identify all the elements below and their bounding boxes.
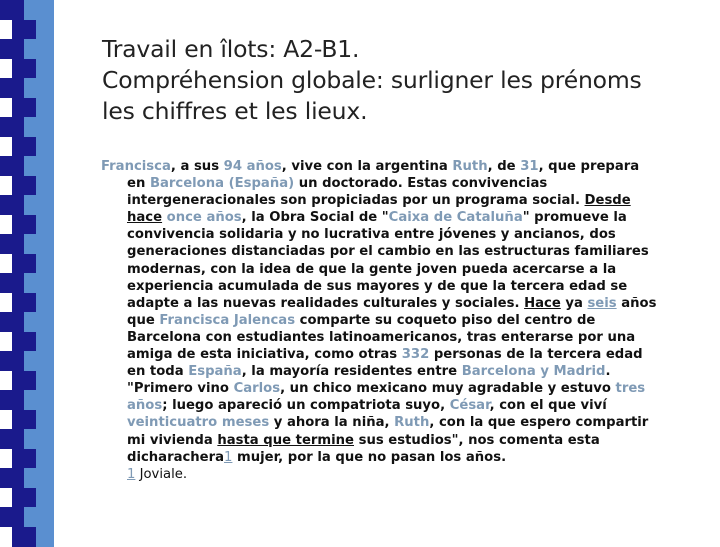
stripe-block [36,410,54,430]
stripe-block [0,468,24,488]
highlighted-word: Carlos [233,381,281,397]
highlighted-word: veinticuatro meses [127,415,270,431]
stripe-block [36,488,54,508]
text-segment: convivencia solidaria y no lucrativa entre jóvenes y ancianos, dos [127,227,616,243]
highlighted-word: España [188,364,242,380]
underlined-word: Desde [584,193,631,209]
text-line [101,226,701,243]
stripe-block [12,98,36,118]
text-segment: . [605,364,611,380]
text-segment: , con la que espero compartir [429,415,649,431]
text-segment: ya [560,295,588,311]
highlighted-word: 31 [520,159,539,174]
text-segment: , la Obra Social de " [241,210,389,226]
stripe-block [12,59,36,79]
title-line-2: Compréhension globale: surligner les prénoms [102,66,642,94]
text-segment: , la mayoría residentes entre [241,364,462,380]
stripe-block [0,429,24,449]
stripe-block [12,488,36,508]
title-line-1: Travail en îlots: A2-B1. [102,35,360,63]
text-segment: ; luego apareció un compatriota suyo, [162,398,450,414]
stripe-block [24,429,54,449]
stripe-block [24,195,54,215]
highlighted-word: años [127,398,163,414]
text-line [101,278,701,295]
text-line [101,346,701,363]
text-segment: sus estudios", nos comenta esta [354,432,600,448]
slide-title [102,34,702,127]
stripe-block [12,254,36,274]
highlighted-word: Ruth [452,159,488,174]
text-segment: un doctorado. Estas convivencias [294,176,548,192]
stripe-block [0,390,24,410]
stripe-block [12,410,36,430]
text-segment: "Primero vino [127,381,234,397]
stripe-block [12,527,36,547]
text-line [101,414,701,431]
highlighted-word: Barcelona y Madrid [461,364,606,380]
text-segment: y ahora la niña, [269,415,395,431]
title-line-3: les chiffres et les lieux. [102,97,368,125]
text-segment: , con el que viví [489,398,607,414]
stripe-block [0,78,24,98]
text-line [101,363,701,380]
decorative-stripe [0,0,60,540]
stripe-block [0,156,24,176]
highlighted-word: Caixa de Cataluña [388,210,523,226]
text-line [101,449,701,466]
text-segment: intergeneracionales son propiciadas por un programa social. [127,193,585,209]
stripe-block [36,20,54,40]
stripe-block [12,215,36,235]
stripe-block [36,371,54,391]
text-segment: mujer, por la que no pasan los años. [232,449,507,465]
text-line [101,158,701,175]
highlighted-word: 332 [401,347,430,363]
text-line [101,312,701,329]
stripe-block [24,39,54,59]
stripe-block [12,293,36,313]
footnote-text: Joviale. [135,466,188,482]
stripe-block [0,117,24,137]
text-segment: amiga de esta iniciativa, como otras [127,347,402,363]
text-line [101,432,701,449]
text-line [101,243,701,260]
highlighted-word: César [449,398,490,414]
text-segment: en toda [127,364,189,380]
text-line [101,261,701,278]
text-segment: en [127,176,150,192]
highlighted-word: 1 [224,449,233,465]
text-segment: , un chico mexicano muy agradable y estuvo [280,381,616,397]
text-line [101,329,701,346]
stripe-block [0,507,24,527]
stripe-block [36,293,54,313]
text-segment: personas de la tercera edad [429,347,643,363]
text-line [101,209,701,226]
highlighted-word: Barcelona (España) [149,176,295,192]
stripe-block [0,0,24,20]
footnote-marker: 1 [127,466,136,482]
stripe-block [36,332,54,352]
stripe-block [36,137,54,157]
stripe-block [0,195,24,215]
stripe-block [12,449,36,469]
stripe-block [36,59,54,79]
text-segment: que [127,312,160,328]
stripe-block [24,273,54,293]
text-segment: experiencia acumulada de sus mayores y de que la tercera edad se [127,278,628,294]
stripe-block [12,332,36,352]
underlined-word: Hace [524,295,561,311]
stripe-block [36,254,54,274]
text-segment: dicharachera [127,449,225,465]
stripe-block [24,117,54,137]
text-segment: , a sus [170,159,224,174]
stripe-block [24,0,54,20]
stripe-block [36,527,54,547]
stripe-block [0,312,24,332]
reading-text [101,158,701,483]
stripe-block [36,176,54,196]
stripe-block [36,215,54,235]
text-segment: adapte a las nuevas realidades culturales y sociales. [127,295,525,311]
stripe-block [0,234,24,254]
stripe-block [24,351,54,371]
stripe-block [12,176,36,196]
footnote [101,466,701,483]
stripe-block [0,273,24,293]
stripe-block [24,468,54,488]
text-line [101,192,701,209]
text-line [101,397,701,414]
text-segment: generaciones distanciadas por el cambio en las estructuras familiares [127,244,649,260]
text-segment: , vive con la argentina [281,159,453,174]
highlighted-word: once años [166,210,242,226]
text-segment: , que prepara [538,159,640,174]
stripe-block [24,390,54,410]
stripe-block [12,20,36,40]
stripe-block [24,234,54,254]
highlighted-word: tres [615,381,646,397]
stripe-block [24,507,54,527]
text-segment: comparte su coqueto piso del centro de [295,312,596,328]
text-segment: Barcelona con estudiantes latinoamericanos, tras enterarse por una [127,329,636,345]
text-segment: modernas, con la idea de que la gente joven pueda acercarse a la [127,261,617,277]
underlined-word: hasta que termine [217,432,354,448]
highlighted-word: seis [587,295,617,311]
text-line [101,380,701,397]
highlighted-word: Ruth [394,415,430,431]
stripe-block [24,156,54,176]
highlighted-word: 94 años [223,159,282,174]
text-segment: " promueve la [522,210,627,226]
text-line [101,295,701,312]
stripe-block [24,312,54,332]
text-segment: , de [487,159,521,174]
stripe-block [0,351,24,371]
underlined-word: hace [127,210,163,226]
text-segment: años [616,295,657,311]
highlighted-word: Francisca [101,159,171,174]
stripe-block [36,449,54,469]
text-line [101,175,701,192]
highlighted-word: Francisca Jalencas [159,312,296,328]
stripe-block [24,78,54,98]
stripe-block [12,137,36,157]
stripe-block [12,371,36,391]
text-segment: mi vivienda [127,432,218,448]
stripe-block [0,39,24,59]
stripe-block [36,98,54,118]
